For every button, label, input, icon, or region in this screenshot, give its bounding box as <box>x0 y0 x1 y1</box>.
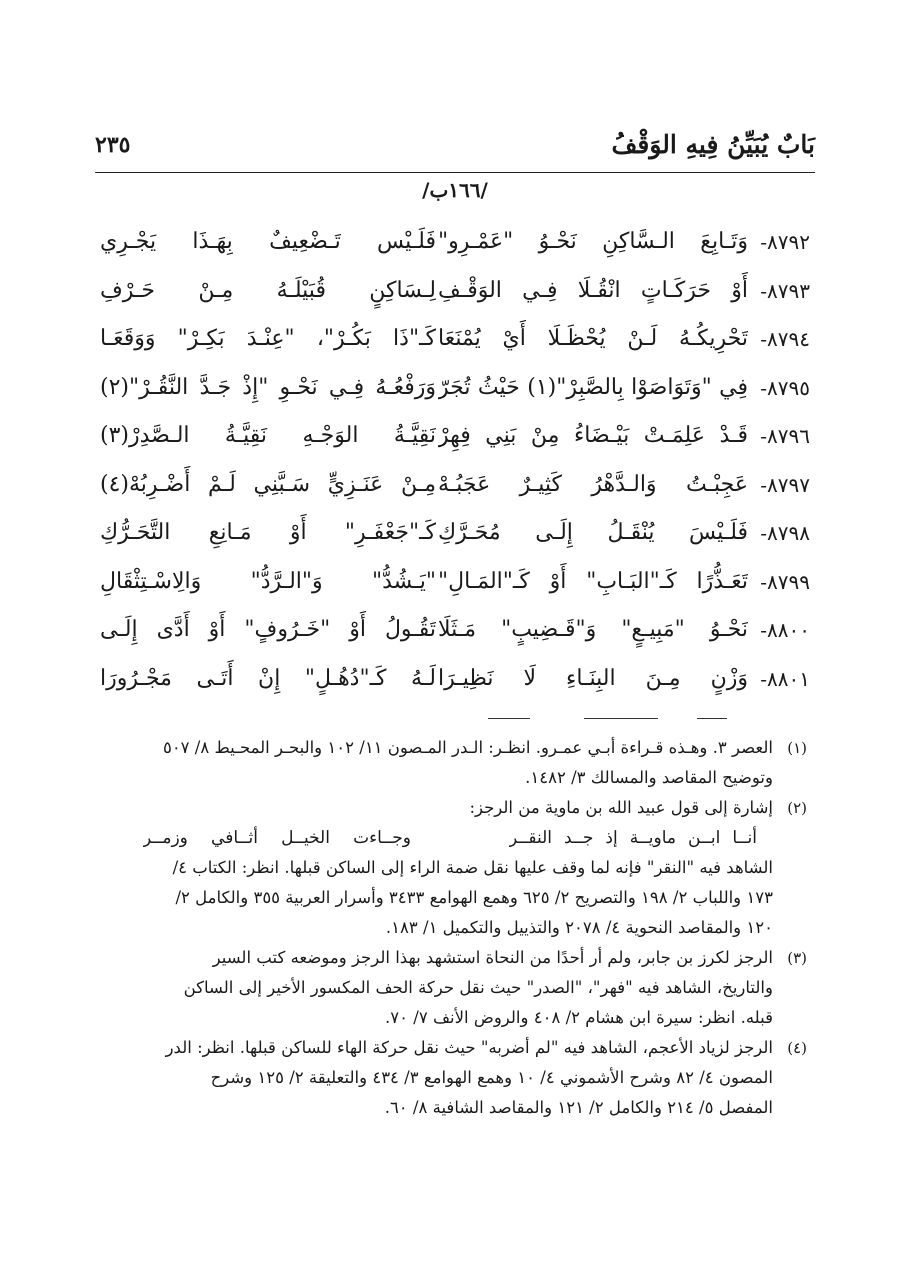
verse-line <box>100 315 810 364</box>
quoted-verse-first-hemistich: أنــا ابــن ماويــة إذ جــد النقــر <box>509 828 757 848</box>
quoted-verse-second-hemistich: وجــاءت الخيــل أثــافي وزمــر <box>143 828 411 848</box>
verse-second-hemistich: "يَـشُدُّ" وَ"الـرَّدُّ" وَالِاسْـتِثْقَالِ <box>100 568 436 594</box>
verse-first-hemistich: فِي "وَتَوَاصَوْا بِالصَّبِرْ"(١) حَيْثُ تُجَرّ <box>438 374 748 400</box>
verse-line <box>100 509 810 558</box>
verse-first-hemistich: فَلَـيْسَ يُنْقَـلُ إِلَـى مُحَـرَّكِ <box>438 520 748 545</box>
footnote-text: ١٧٣ واللباب ٢/ ١٩٨ والتصريح ٢/ ٦٢٥ وهمع الهوامع ٣٤٣٣ وأسرار العربية ٣٥٥ والكامل ٢/ <box>175 888 773 907</box>
verse-second-hemistich: لِـسَاكِنٍ قُبَيْلَـهُ مِـنْ حَـرْفِ <box>100 277 436 303</box>
separator-dash <box>488 718 530 719</box>
verse-second-hemistich: لَـهُ كَـ"دُهُـلٍ" إِنْ أَتَـى مَجْـرُورَا <box>100 665 436 691</box>
verses-block <box>100 218 810 703</box>
footnote-text: المفصل ٥/ ٢١٤ والكامل ٢/ ١٢١ والمقاصد الشافية ٨/ ٦٠. <box>384 1098 773 1117</box>
footnote-text: ١٢٠ والمقاصد النحوية ٤/ ٢٠٧٨ والتذييل والتكميل ١/ ١٨٣. <box>385 918 773 937</box>
separator-dash <box>584 718 658 719</box>
footnote-separator <box>0 718 910 720</box>
footnote-1 <box>103 733 807 793</box>
verse-first-hemistich: نَحْـوُ "مَبِيـعٍ" وَ"قَـضِيبٍ" مَـثَلَا <box>438 617 748 642</box>
footnote-text: إشارة إلى قول عبيد الله بن ماوية من الرجز: <box>469 798 773 817</box>
verse-number: ٨٧٩٨- <box>760 521 810 545</box>
verse-first-hemistich: وَزْنٍ مِـنَ البِنَـاءِ لَا نَظِيـرَا <box>438 665 748 691</box>
verse-second-hemistich: تَقُـولُ أَوْ "خَـرُوفٍ" أَوْ أَدَّى إِلَـى <box>100 617 436 642</box>
folio-marker: /١٦٦ب/ <box>422 178 488 202</box>
footnote-3 <box>103 943 807 1033</box>
verse-first-hemistich: أَوْ حَرَكَـاتٍ انْقُـلَا فِـي الوَقْـفِ <box>438 277 748 303</box>
verse-line <box>100 655 810 704</box>
footnotes <box>103 733 807 1123</box>
verse-second-hemistich: كَـ"ذَا بَكُـرْ"، "عِنْـدَ بَكِـرْ" وَوَقَعَـا <box>100 326 436 351</box>
verse-number: ٨٧٩٩- <box>760 569 810 594</box>
footnote-marker: (٤) <box>787 1039 807 1057</box>
verse-first-hemistich: تَعَـذُّرًا كَـ"البَـابِ" أَوْ كَـ"المَـالِ" <box>438 568 748 594</box>
footnote-text: قبله. انظر: سيرة ابن هشام ٢/ ٤٠٨ والروض الأنف ٧/ ٧٠. <box>385 1008 773 1027</box>
verse-second-hemistich: كَـ"جَعْفَـرِ" أَوْ مَـانِعِ التَّحَـرُّكِ <box>100 520 436 545</box>
verse-number: ٨٨٠٠- <box>760 618 810 642</box>
verse-line <box>100 461 810 510</box>
verse-second-hemistich: نَقِيَّـةُ الوَجْـهِ نَقِيَّـةُ الـصَّدِرْ(٣) <box>100 423 436 448</box>
verse-first-hemistich: وَتَـابِعَ الـسَّاكِنِ نَحْـوُ "عَمْـرِو" <box>438 229 748 254</box>
footnote-text: المصون ٤/ ٨٢ وشرح الأشموني ٤/ ١٠ وهمع الهوامع ٣/ ٤٣٤ والتعليقة ٢/ ١٢٥ وشرح <box>210 1068 773 1087</box>
footnote-marker: (٣) <box>787 949 807 967</box>
footnote-text: الرجز لزياد الأعجم، الشاهد فيه "لم أضربه" حيث نقل حركة الهاء للساكن قبلها. انظر: الدر <box>165 1038 773 1057</box>
verse-first-hemistich: قَـدْ عَلِمَـتْ بَيْـضَاءُ مِنْ بَنِي فِهِرْ <box>438 423 748 448</box>
footnote-marker: (٢) <box>787 799 807 817</box>
verse-line <box>100 218 810 267</box>
running-header <box>95 128 815 173</box>
footnote-marker: (١) <box>787 739 807 757</box>
verse-number: ٨٧٩٥- <box>760 375 810 400</box>
footnote-text: وتوضيح المقاصد والمسالك ٣/ ١٤٨٢. <box>525 768 773 787</box>
footnote-text: الرجز لكرز بن جابر، ولم أر أحدًا من النحاة استشهد بهذا الرجز وموضعه كتب السير <box>212 948 773 967</box>
verse-second-hemistich: فَلَـيْس تَـضْعِيفٌ بِهَـذَا يَجْـرِي <box>100 229 436 254</box>
separator-dash <box>697 718 727 719</box>
verse-second-hemistich: مِـنْ عَنَـزِيٍّ سَـبَّنِي لَـمْ أَضْـرِبُهْ(٤) <box>100 471 436 497</box>
footnote-text: العصر ٣. وهـذه قـراءة أبـي عمـرو. انظـر: الـدر المـصون ١١/ ١٠٢ والبحـر المحـيط ٨/ ٥٠٧ <box>162 738 773 757</box>
verse-number: ٨٧٩٦- <box>760 424 810 448</box>
verse-number: ٨٧٩٧- <box>760 472 810 497</box>
verse-number: ٨٨٠١- <box>760 666 810 691</box>
footnote-2 <box>103 793 807 943</box>
verse-line <box>100 364 810 413</box>
verse-first-hemistich: عَجِبْـتُ وَالـدَّهْرُ كَثِيـرٌ عَجَبُـهْ <box>438 471 748 497</box>
chapter-title: بَابٌ يُبَيِّنُ فِيهِ الوَقْفُ <box>611 130 815 159</box>
verse-line <box>100 267 810 316</box>
page-number: ٢٣٥ <box>95 132 131 158</box>
verse-number: ٨٧٩٤- <box>760 327 810 351</box>
verse-number: ٨٧٩٣- <box>760 278 810 303</box>
verse-number: ٨٧٩٢- <box>760 230 810 254</box>
verse-line <box>100 606 810 655</box>
footnote-4 <box>103 1033 807 1123</box>
verse-second-hemistich: وَرَفْعُـهُ فِـي نَحْـوِ "إِذْ جَـدَّ النَّقُـرْ"(٢) <box>100 374 436 400</box>
footnote-text: الشاهد فيه "النقر" فإنه لما وقف عليها نقل ضمة الراء إلى الساكن قبلها. انظر: الكتاب ٤/ <box>172 858 773 877</box>
quoted-verse <box>103 823 773 853</box>
verse-line <box>100 412 810 461</box>
verse-first-hemistich: تَحْرِيكُـهُ لَـنْ يُحْظَـلَا أَيْ يُمْنَعَا <box>438 326 748 351</box>
footnote-text: والتاريخ، الشاهد فيه "فهر"، "الصدر" حيث نقل حركة الحف المكسور الأخير إلى الساكن <box>183 978 773 997</box>
verse-line <box>100 558 810 607</box>
